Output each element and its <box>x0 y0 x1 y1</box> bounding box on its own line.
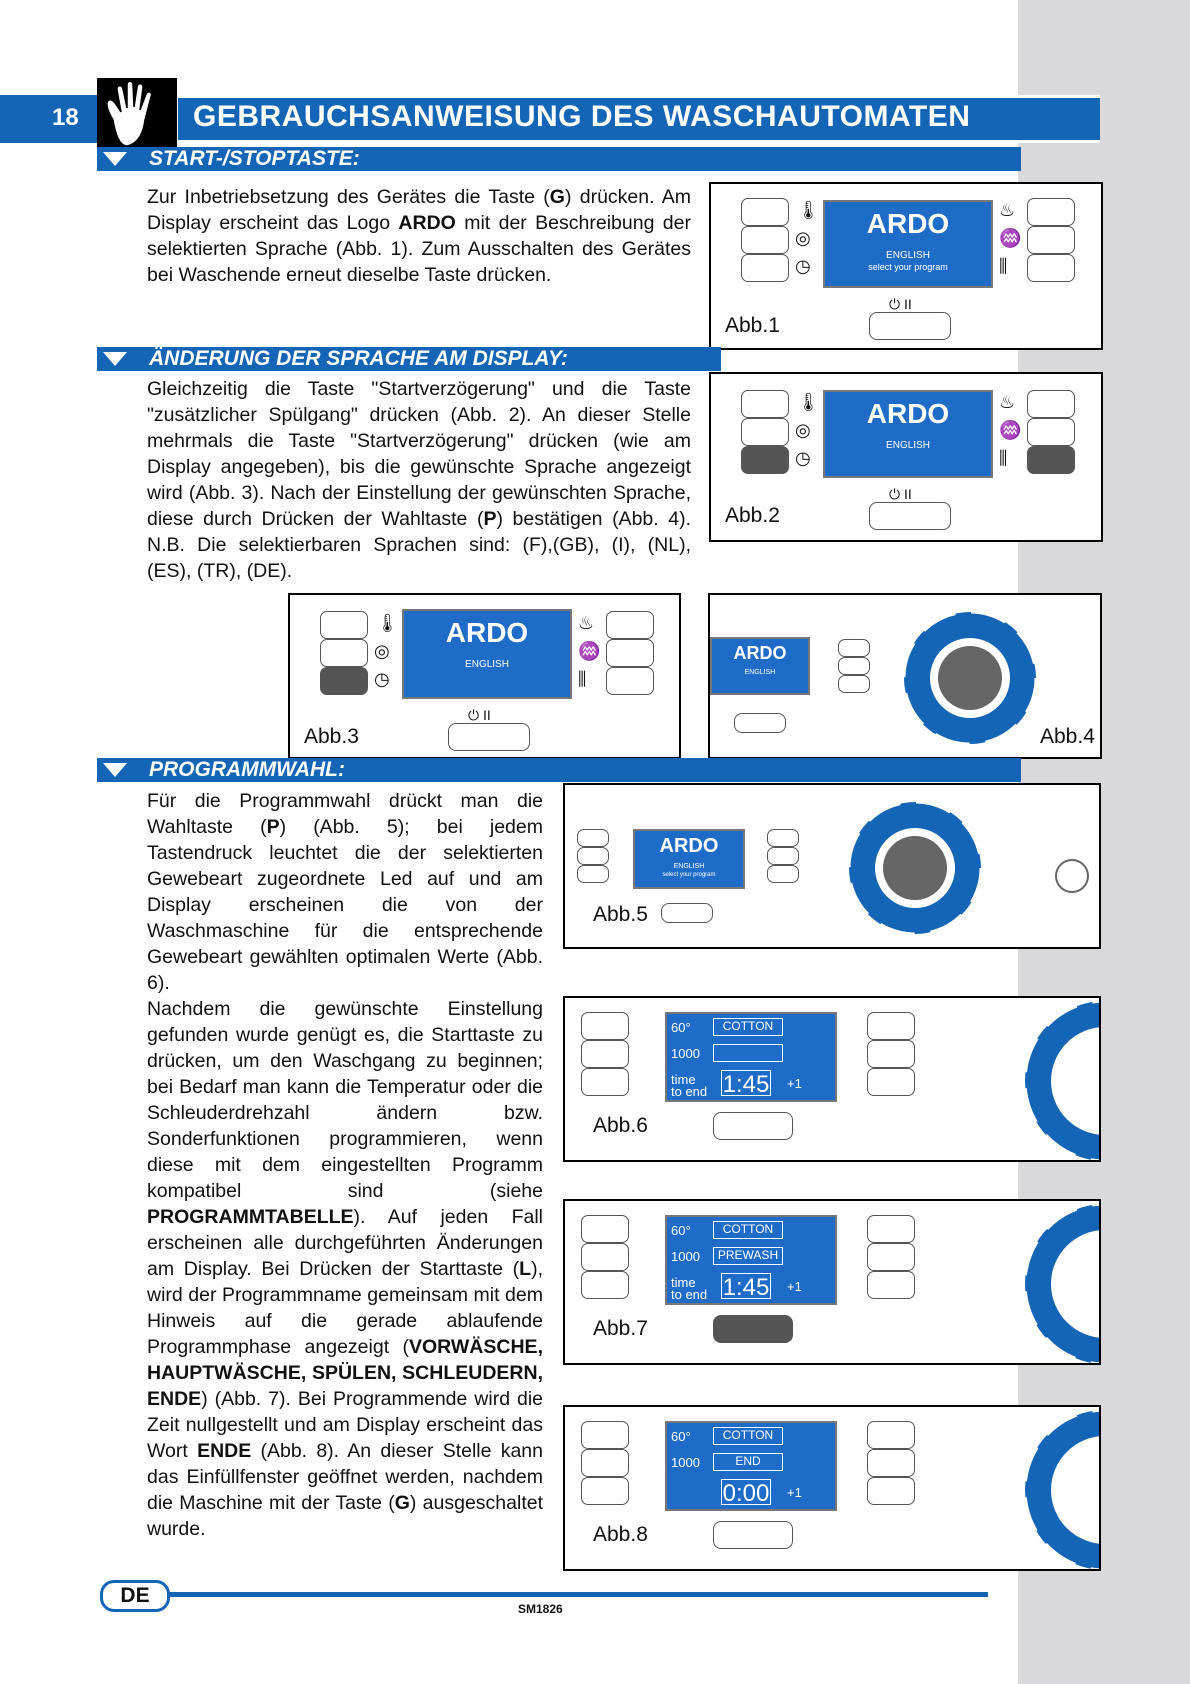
figure-abb4: ARDO ENGLISH Abb.4 <box>708 593 1102 759</box>
figure-label: Abb.2 <box>725 504 780 527</box>
section-heading-language: ÄNDERUNG DER SPRACHE AM DISPLAY: <box>97 347 721 371</box>
doc-reference: SM1826 <box>518 1602 563 1616</box>
figure-label: Abb.3 <box>304 725 359 748</box>
page-number: 18 <box>52 104 79 131</box>
figure-abb6: 60° COTTON 1000 time to end 1:45 +1 Abb.6 <box>563 996 1101 1162</box>
section-heading-programme: PROGRAMMWAHL: <box>97 758 1021 782</box>
figure-label: Abb.1 <box>725 314 780 337</box>
figure-abb1: 🌡 ◎ ◷ ARDO ENGLISH select your program ♨ ♒ ⫼ ⏻ II Abb.1 <box>709 182 1103 350</box>
page-title: GEBRAUCHSANWEISUNG DES WASCHAUTOMATEN <box>193 100 971 133</box>
figure-label: Abb.8 <box>593 1523 648 1546</box>
figure-abb5: ARDO ENGLISH select your program Abb.5 <box>563 783 1101 949</box>
paragraph-language: Gleichzeitig die Taste "Startverzögerung" und die Taste "zusätzlicher Spülgang" drücken (Abb. 2). An dieser Stelle mehrmals die Taste "Startverzögerung" drücken (wie am Display angegeben), bis die gewünschte Sprache angezeigt wird (Abb. 3). Nach der Einstellung der gewünschten Sprache, diese durch Drücken der Wahltaste (P) bestätigen (Abb. 4). N.B. Die selektierbaren Sprachen sind: (F),(GB), (I), (NL), (ES), (TR), (DE). <box>147 378 691 582</box>
footer-line <box>108 1592 988 1597</box>
figure-label: Abb.7 <box>593 1317 648 1340</box>
triangle-icon <box>103 152 127 166</box>
paragraph-programme: Für die Programmwahl drückt man die Wahltaste (P) (Abb. 5); bei jedem Tastendruck leuchtet die der selektierten Gewebeart zugeordnete Led auf und am Display erscheinen die von der Waschmaschine für die entsprechende Gewebeart gewählten optimalen Werte (Abb. 6). Nachdem die gewünschte Einstellung gefunden wurde genügt es, die Starttaste zu drücken, um den Waschgang zu beginnen; bei Bedarf man kann die Temperatur oder die Schleuderdrehzahl ändern bzw. Sonderfunktionen programmieren, wenn diese mit dem eingestellten Programm kompatibel sind (siehe PROGRAMMTABELLE). Auf jeden Fall erscheinen alle durchgeführten Änderungen am Display. Bei Drücken der Starttaste (L), wird der Programmname gemeinsam mit dem Hinweis auf die gerade ablaufende Programmphase angezeigt (VORWÄSCHE, HAUPTWÄSCHE, SPÜLEN, SCHLEUDERN, ENDE) (Abb. 7). Bei Programmende wird die Zeit nullgestellt und am Display erscheint das Wort ENDE (Abb. 8). An dieser Stelle kann das Einfüllfenster geöffnet werden, nachdem die Maschine mit der Taste (G) ausgeschaltet wurde. <box>147 790 543 1540</box>
figure-abb3: 🌡 ◎ ◷ ARDO ENGLISH ♨ ♒ ⫼ ⏻ II Abb.3 <box>288 593 681 759</box>
figure-label: Abb.4 <box>1040 725 1095 748</box>
figure-label: Abb.5 <box>593 903 648 926</box>
figure-abb2: 🌡 ◎ ◷ ARDO ENGLISH ♨ ♒ ⫼ ⏻ II Abb.2 <box>709 372 1103 542</box>
figure-abb8: 60° COTTON 1000 END 0:00 +1 Abb.8 <box>563 1405 1101 1571</box>
figure-label: Abb.6 <box>593 1114 648 1137</box>
figure-abb7: 60° COTTON 1000 PREWASH time to end 1:45 +1 Abb.7 <box>563 1199 1101 1365</box>
triangle-icon <box>103 352 127 366</box>
language-badge: DE <box>100 1580 170 1612</box>
paragraph-start: Zur Inbetriebsetzung des Gerätes die Taste (G) drücken. Am Display erscheint das Logo ARDO mit der Beschreibung der selektierten Sprache (Abb. 1). Zum Ausschalten des Gerätes bei Waschende erneut dieselbe Taste drücken. <box>147 186 692 286</box>
section-heading-start: START-/STOPTASTE: <box>97 147 1021 171</box>
hand-icon <box>97 78 177 152</box>
triangle-icon <box>103 763 127 777</box>
